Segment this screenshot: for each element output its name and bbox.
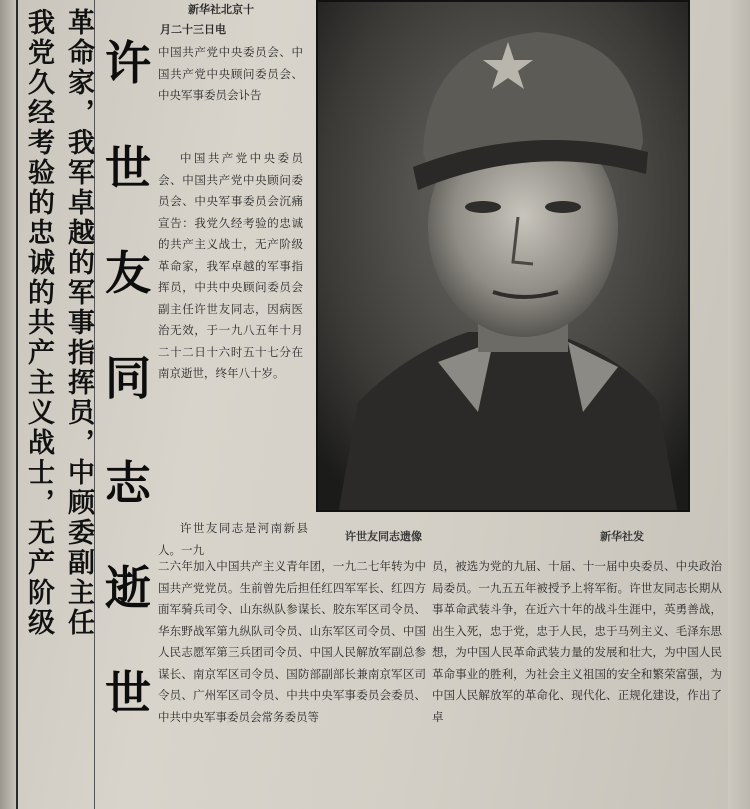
- dateline: [160, 0, 310, 40]
- photo-credit: 新华社发: [600, 530, 644, 543]
- dateline-line: 月二十三日电: [160, 23, 226, 36]
- page-right-edge: [728, 0, 750, 809]
- column-rule: [94, 0, 95, 809]
- obituary-paragraph-2-left: 二六年加入中国共产主义青年团，一九二七年转为中国共产党党员。生前曾先后担任红四军军长、红四方面军骑兵司令、山东纵队参谋长、胶东军区司令员、华东野战军第九纵队司令员、山东军区司令员、中国人民志愿军第三兵团司令员、中国人民解放军副总参谋长、南京军区司令员、国防部副部长兼南京军区司令员、广州军区司令员、中共中央军事委员会委员、中共中央军事委员会常务委员等: [158, 559, 426, 724]
- subheadline-line-1: 革命家，我军卓越的军事指挥员，中顾委副主任: [63, 8, 94, 638]
- adjacent-page-edge: [0, 0, 16, 809]
- obituary-announcement: 中国共产党中央委员会、中国共产党中央顾问委员会、中央军事委员会讣告: [158, 45, 303, 102]
- headline-char: 世: [105, 666, 151, 720]
- portrait-photo: [316, 0, 690, 512]
- portrait-image: [318, 2, 690, 512]
- photo-caption: 许世友同志遗像: [345, 530, 422, 543]
- headline-char: 许: [105, 36, 151, 90]
- headline-char: 志: [105, 456, 151, 510]
- headline-char: 同: [105, 351, 151, 405]
- obituary-paragraph-1: 中国共产党中央委员会、中国共产党中央顾问委员会、中央军事委员会沉痛宣告：我党久经考验的忠诚的共产主义战士，无产阶级革命家，我军卓越的军事指挥员，中共中央顾问委员会副主任许世友同志，因病医治无效，于一九八五年十月二十二日十六时五十七分在南京逝世，终年八十岁。: [158, 151, 303, 380]
- headline: [100, 36, 156, 775]
- headline-char: 逝: [105, 561, 151, 615]
- obituary-paragraph-2-start: 许世友同志是河南新县人。一九: [158, 521, 308, 557]
- subheadline-line-2: 我党久经考验的忠诚的共产主义战士，无产阶级: [23, 8, 54, 638]
- dateline-line: 新华社北京十: [188, 3, 254, 16]
- obituary-paragraph-2-right: 员，被选为党的九届、十届、十一届中央委员、中央政治局委员。一九五五年被授予上将军衔。许世友同志长期从事革命武装斗争，在近六十年的战斗生涯中，英勇善战，出生入死，忠于党，忠于人民，忠于马列主义、毛泽东思想，为中国人民革命武装力量的发展和壮大，为中国人民革命事业的胜利，为社会主义祖国的安全和繁荣富强，为中国人民解放军的革命化、现代化、正规化建设，作出了卓: [432, 559, 722, 724]
- headline-char: 世: [105, 141, 151, 195]
- column-rule: [16, 0, 18, 809]
- headline-char: 友: [105, 246, 151, 300]
